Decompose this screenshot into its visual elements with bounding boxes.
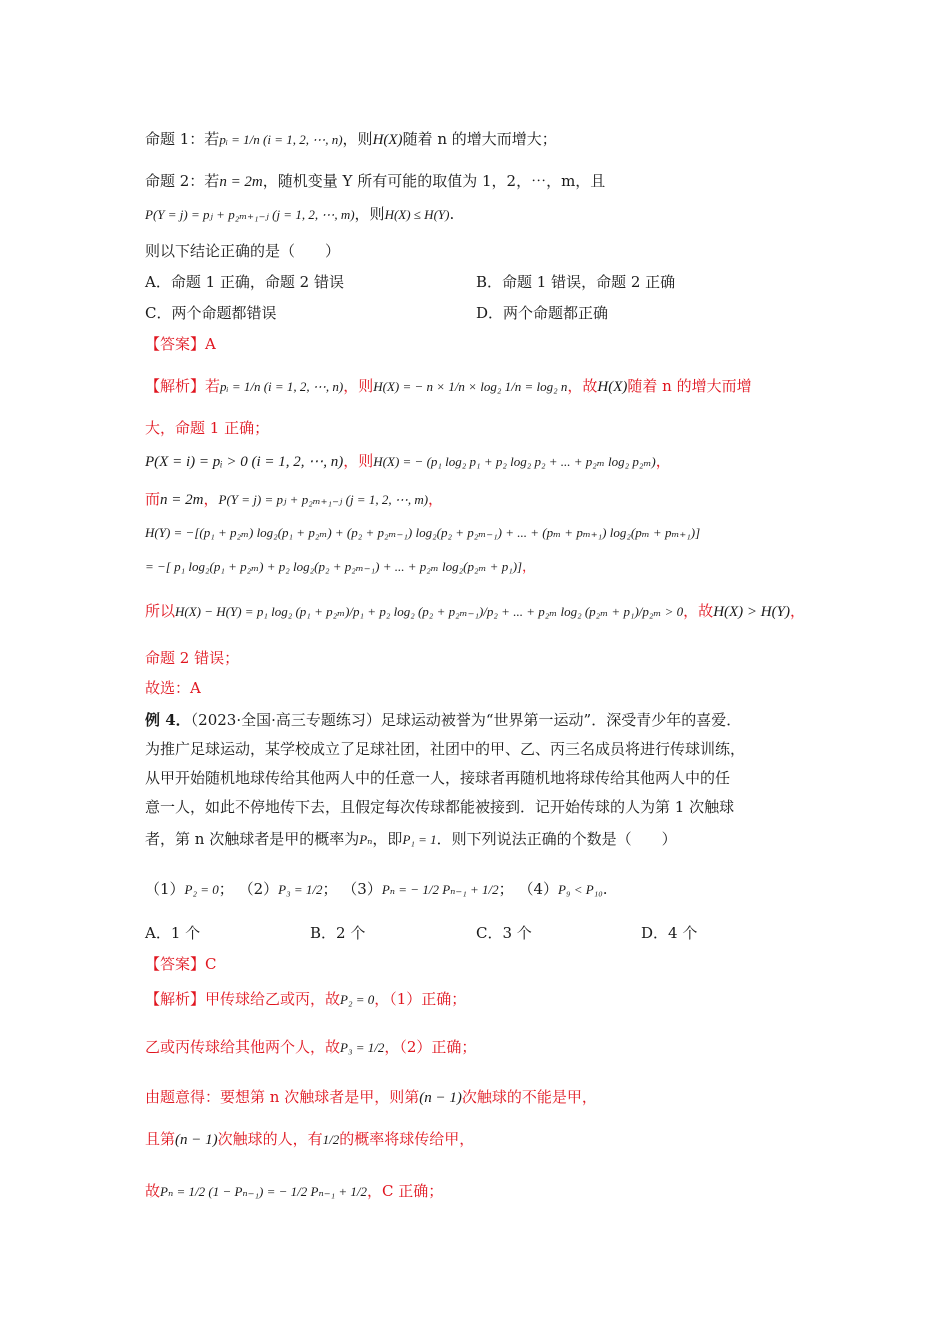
prop2-hx-hy: H(X) ≤ H(Y)	[384, 207, 450, 222]
ex4-analysis-line-4	[145, 1128, 474, 1151]
statement-3-label: （3）	[342, 880, 382, 898]
ex4-analysis-text-2: 乙或丙传球给其他两个人，故	[145, 1038, 341, 1056]
example4-text-5b: ，即	[372, 830, 403, 848]
analysis-line-2: 大，命题 1 正确；	[145, 419, 270, 437]
ex4-answer: 【答案】C	[145, 955, 217, 973]
example4-text-5a: 者，第 n 次触球者是甲的概率为	[145, 830, 360, 848]
ex4-analysis-line-2	[145, 1036, 476, 1059]
answer: 【答案】A	[145, 335, 216, 353]
ex4-analysis-line-1	[145, 988, 466, 1011]
analysis-formula-hy: H(Y) = −[(p₁ + p₂ₘ) log₂(p₁ + p₂ₘ) + (p₂ + p₂ₘ₋₁) log₂(p₂ + p₂ₘ₋₁) + ... + (pₘ + pₘ₊₁) log₂(pₘ + pₘ₊₁)]	[145, 525, 701, 540]
prop1-formula: pᵢ = 1/n (i = 1, 2, ⋯, n)	[219, 132, 343, 147]
analysis-then: ，则	[343, 377, 374, 395]
analysis-comma-2: ，	[203, 490, 219, 508]
analysis-formula-hy-2: = −[ p₁ log₂(p₁ + p₂ₘ) + p₂ log₂(p₂ + p₂ₘ₋₁) + ... + p₂ₘ log₂(p₂ₘ + p₁)]	[145, 559, 523, 574]
ex4-analysis-line-5	[145, 1180, 443, 1203]
proposition-2-line1	[145, 170, 605, 193]
option-d: D．两个命题都正确	[476, 304, 609, 322]
ex4-analysis-recurrence: Pₙ = 1/2 (1 − Pₙ₋₁) = − 1/2 Pₙ₋₁ + 1/2	[160, 1184, 368, 1199]
ex4-analysis-n-minus-1-b: (n − 1)	[175, 1132, 218, 1148]
analysis-formula-diff: H(X) − H(Y) = p₁ log₂ (p₁ + p₂ₘ)/p₁ + p₂ log₂ (p₂ + p₂ₘ₋₁)/p₂ + ... + p₂ₘ log₂ (p₂ₘ + p₁)/p₂ₘ > 0	[175, 604, 684, 619]
example4-line-5	[145, 828, 677, 851]
analysis-comma-4: ，	[522, 560, 536, 575]
ex4-analysis-2-correct: ，（2）正确；	[384, 1038, 477, 1056]
analysis-line-8: 命题 2 错误；	[145, 649, 240, 667]
analysis-comma-5: ，	[789, 602, 805, 620]
analysis-increase: 随着 n 的增大而增	[627, 377, 752, 395]
analysis-formula-hx: H(X) = − n × 1/n × log₂ 1/n = log₂ n	[373, 379, 568, 394]
example4-label: 例 4．	[145, 711, 191, 729]
analysis-line-1	[145, 375, 752, 398]
ex4-analysis-text-5a: 故	[145, 1182, 161, 1200]
ex4-analysis-p2: P₂ = 0	[340, 992, 375, 1007]
example4-pn: Pₙ	[359, 832, 373, 847]
option-a: A．命题 1 正确，命题 2 错误	[145, 273, 344, 291]
statement-2-formula: P₃ = 1/2	[278, 882, 323, 897]
analysis-line-7	[145, 600, 805, 623]
statement-3-formula: Pₙ = − 1/2 Pₙ₋₁ + 1/2	[381, 882, 499, 897]
example4-line-3: 从甲开始随机地球传给其他两人中的任意一人，接球者再随机地将球传给其他两人中的任	[145, 769, 731, 787]
ex4-option-c: C．3 个	[476, 924, 532, 942]
statement-1-formula: P₂ = 0	[184, 882, 219, 897]
ex4-analysis-half: 1/2	[322, 1132, 340, 1147]
ex4-analysis-line-3	[145, 1086, 597, 1109]
analysis-line-6	[145, 556, 535, 579]
prop1-rest: 随着 n 的增大而增大；	[402, 130, 557, 148]
ex4-analysis-text-4c: 的概率将球传给甲，	[339, 1130, 475, 1148]
analysis-then-2: ，则	[343, 452, 374, 470]
ex4-option-d: D．4 个	[641, 924, 698, 942]
ex4-analysis-text-3b: 次触球的不能是甲，	[461, 1088, 597, 1106]
question-prompt: 则以下结论正确的是（ ）	[145, 242, 341, 260]
statement-1-sep: ；	[218, 880, 234, 898]
prop2-n-formula: n = 2m	[219, 174, 263, 190]
analysis-n-eq: n = 2m	[160, 492, 204, 508]
analysis-line-4	[145, 488, 443, 511]
statement-3-sep: ；	[498, 880, 514, 898]
prop2-rest: ，随机变量 Y 所有可能的取值为 1，2，⋯，m，且	[262, 172, 606, 190]
example4-statements	[145, 878, 608, 901]
analysis-py: P(Y = j) = pⱼ + p₂ₘ₊₁₋ⱼ (j = 1, 2, ⋯, m)	[218, 492, 429, 507]
example4-p1: P₁ = 1	[402, 832, 437, 847]
option-b: B．命题 1 错误，命题 2 正确	[476, 273, 676, 291]
ex4-option-a: A．1 个	[145, 924, 201, 942]
prop1-hx: H(X)	[372, 132, 403, 148]
prop2-mid: ，则	[354, 205, 385, 223]
ex4-analysis-label: 【解析】甲传球给乙或丙，故	[145, 990, 341, 1008]
prop1-label: 命题 1：若	[145, 130, 220, 148]
ex4-analysis-c-correct: ，C 正确；	[367, 1182, 444, 1200]
analysis-line-5	[145, 522, 700, 545]
prop2-py-formula: P(Y = j) = pⱼ + p₂ₘ₊₁₋ⱼ (j = 1, 2, ⋯, m)	[145, 207, 355, 222]
statement-4-sep: .	[602, 880, 608, 898]
analysis-hx: H(X)	[597, 379, 628, 395]
analysis-hence: ，故	[567, 377, 598, 395]
analysis-so: 所以	[145, 602, 176, 620]
prop2-label: 命题 2：若	[145, 172, 220, 190]
example4-text-5c: ．则下列说法正确的个数是（ ）	[436, 830, 677, 848]
analysis-and: 而	[145, 490, 161, 508]
statement-1-label: （1）	[145, 880, 185, 898]
statement-4-label: （4）	[518, 880, 559, 898]
ex4-analysis-n-minus-1: (n − 1)	[419, 1090, 462, 1106]
analysis-comma: ，	[655, 452, 671, 470]
analysis-formula-px: P(X = i) = pᵢ > 0 (i = 1, 2, ⋯, n)	[145, 454, 344, 470]
analysis-label: 【解析】若	[145, 377, 221, 395]
ex4-analysis-1-correct: ，（1）正确；	[374, 990, 467, 1008]
ex4-analysis-text-4a: 且第	[145, 1130, 176, 1148]
prop2-end: .	[449, 205, 455, 223]
example4-line-4: 意一人，如此不停地传下去，且假定每次传球都能被接到．记开始传球的人为第 1 次触球	[145, 798, 735, 816]
analysis-formula-hx-sum: H(X) = − (p₁ log₂ p₁ + p₂ log₂ p₂ + ... + p₂ₘ log₂ p₂ₘ)	[373, 454, 656, 469]
statement-2-label: （2）	[238, 880, 279, 898]
ex4-analysis-text-3a: 由题意得：要想第 n 次触球者是甲，则第	[145, 1088, 420, 1106]
ex4-analysis-text-4b: 次触球的人，有	[217, 1130, 323, 1148]
ex4-option-b: B．2 个	[310, 924, 366, 942]
ex4-analysis-p3: P₃ = 1/2	[340, 1040, 385, 1055]
proposition-2-line2	[145, 203, 454, 226]
option-c: C．两个命题都错误	[145, 304, 277, 322]
analysis-line-3	[145, 450, 671, 473]
analysis-comma-3: ，	[428, 490, 444, 508]
statement-4-formula: P₉ < P₁₀	[558, 882, 603, 897]
prop1-mid: ，则	[342, 130, 373, 148]
example4-line-1	[145, 709, 741, 731]
example4-line-2: 为推广足球运动，某学校成立了足球社团，社团中的甲、乙、丙三名成员将进行传球训练，	[145, 740, 746, 758]
analysis-hx-gt-hy: H(X) > H(Y)	[713, 604, 790, 620]
analysis-hence-2: ，故	[683, 602, 714, 620]
statement-2-sep: ；	[322, 880, 338, 898]
proposition-1	[145, 128, 557, 151]
example4-text-1: （2023·全国·高三专题练习）足球运动被誉为“世界第一运动”．深受青少年的喜爱．	[190, 711, 742, 729]
analysis-formula-pi: pᵢ = 1/n (i = 1, 2, ⋯, n)	[220, 379, 344, 394]
analysis-line-9: 故选：A	[145, 679, 201, 697]
